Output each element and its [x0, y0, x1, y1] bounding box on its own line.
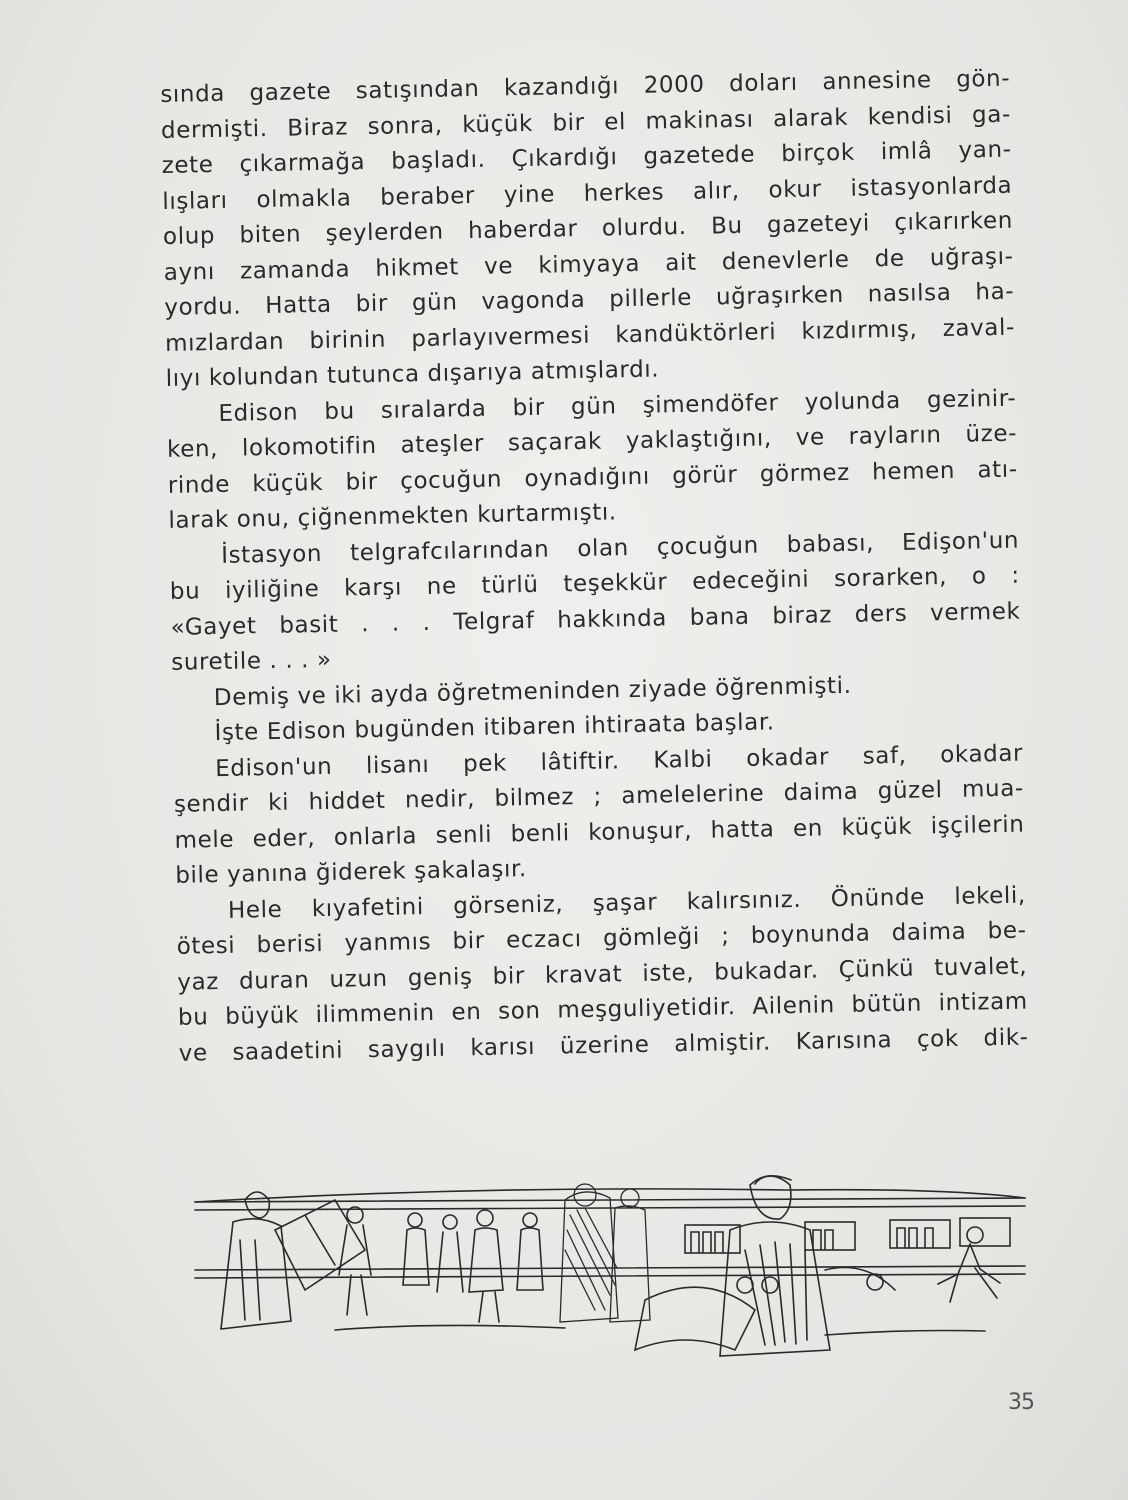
- text-line: bu iyiliğine karşı ne türlü teşekkür edeceğini sorarken, o :: [169, 562, 1020, 605]
- text-line: zete çıkarmağa başladı. Çıkardığı gazetede birçok imlâ yan-: [161, 136, 1012, 179]
- paragraph-start-line: Demiş ve iki ayda öğretmeninden ziyade öğrenmişti.: [213, 672, 852, 711]
- paragraph-start-line: İşte Edison bugünden itibaren ihtiraata başlar.: [214, 709, 775, 747]
- text-line: «Gayet basit . . . Telgraf hakkında bana biraz ders vermek: [170, 598, 1021, 641]
- paragraph-start-line: İstasyon telgrafcılarından olan çocuğun babası, Edişon'un: [220, 527, 1020, 569]
- text-line: sında gazete satışından kazandığı 2000 doları annesine gön-: [160, 65, 1011, 108]
- text-line: bile yanına ğiderek şakalaşır.: [175, 856, 528, 889]
- text-line: ötesi berisi yanmıs bir eczacı gömleği ; boynunda daima be-: [176, 917, 1027, 960]
- text-line: şendir ki hiddet nedir, bilmez ; amelelerine daima güzel mua-: [173, 775, 1025, 818]
- page-number: 35: [1008, 1390, 1034, 1415]
- text-line: ken, lokomotifin ateşler saçarak yaklaştığını, ve rayların üze-: [166, 420, 1018, 463]
- paragraph-start-line: Hele kıyafetini görseniz, şaşar kalırsınız. Önünde lekeli,: [227, 882, 1027, 924]
- text-line: mele eder, onlarla senli benli konuşur, hatta en küçük işçilerin: [174, 811, 1025, 854]
- text-line: lışları olmakla beraber yine herkes alır, okur istasyonlarda: [162, 172, 1013, 215]
- paragraph-start-line: Edison bu sıralarda bir gün şimendöfer yolunda gezinir-: [218, 385, 1017, 427]
- paragraph-start-line: Edison'un lisanı pek lâtiftir. Kalbi okadar saf, okadar: [215, 740, 1024, 782]
- body-text: [160, 62, 1029, 1072]
- text-line: olup biten şeylerden haberdar olurdu. Bu gazeteyi çıkarırken: [162, 207, 1014, 250]
- text-line: bu büyük ilimmenin en son meşguliyetidir. Ailenin bütün intizam: [177, 988, 1029, 1031]
- text-line: aynı zamanda hikmet ve kimyaya ait denevlerle de uğraşı-: [163, 243, 1014, 286]
- text-line: larak onu, çiğnenmekten kurtarmıştı.: [168, 499, 617, 534]
- text-line: dermişti. Biraz sonra, küçük bir el makinası alarak kendisi ga-: [160, 101, 1012, 144]
- text-line: rinde küçük bir çocuğun oynadığını görür görmez hemen atı-: [167, 456, 1018, 499]
- text-line: yordu. Hatta bir gün vagonda pillerle uğraşırken nasılsa ha-: [164, 278, 1015, 321]
- text-line: ve saadetini saygılı karısı üzerine almiştir. Karısına çok dik-: [178, 1024, 1029, 1067]
- train-station-sketch-icon: [185, 1160, 1035, 1370]
- text-line: suretile . . . »: [170, 646, 332, 676]
- text-line: mızlardan birinin parlayıvermesi kandüktörleri kızdırmış, zaval-: [164, 314, 1016, 357]
- text-line: yaz duran uzun geniş bir kravat iste, bukadar. Çünkü tuvalet,: [177, 953, 1028, 996]
- text-line: lıyı kolundan tutunca dışarıya atmışlardı.: [165, 356, 660, 392]
